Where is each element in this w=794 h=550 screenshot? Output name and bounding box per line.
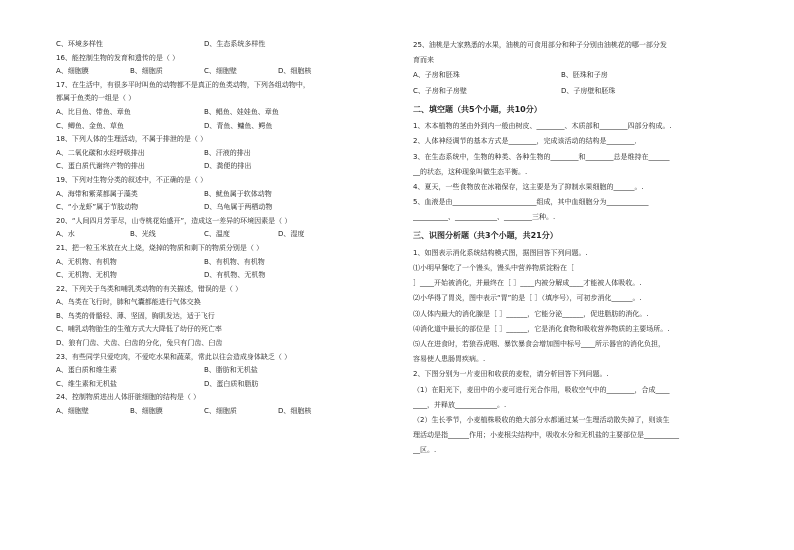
option-b: B、汗液的排出 <box>204 148 251 157</box>
analysis-1-part-1-line2: ］____开始被消化，并最终在［ ］____内被分解成____才能被人体吸收。. <box>413 279 642 288</box>
option-d: D、生态系统多样性 <box>204 40 266 48</box>
q17-stem-line1: 17、在生活中，有很多平时叫鱼的动物都不是真正的鱼类动物，下列各组动物中， <box>56 80 310 89</box>
option-d: D、有机物、无机物 <box>204 271 266 280</box>
option-b: B、有机物、有机物 <box>204 257 265 266</box>
option-a: A、子房和胚珠 <box>413 71 460 80</box>
section-figure-analysis-title: 三、识图分析题（共3个小题，共21分） <box>413 231 558 241</box>
option-b: B、胚珠和子房 <box>561 71 608 80</box>
option-a: A、细胞壁 <box>56 407 89 416</box>
option-c: C、细胞壁 <box>204 67 237 76</box>
q23-options-row1 <box>56 364 386 378</box>
option-a: A、细胞膜 <box>56 67 89 76</box>
analysis-1-part-3: ⑶人体内最大的消化腺是［ ］______，它能分泌______，促进脂肪的消化。. <box>413 309 649 318</box>
fill-question-1: 1、木本植物的茎由外到内一般由树皮、________、木质部和________四部分构成。. <box>413 122 672 131</box>
option-d: D、乌龟属于两栖动物 <box>204 203 273 212</box>
fill-question-4: 4、夏天，一些食物放在冰箱保存，这主要是为了抑制水果细胞的______。. <box>413 182 644 191</box>
analysis-1-part-4: ⑷消化道中最长的部位是［ ］______，它是消化食物和吸收营养物质的主要场所。. <box>413 324 670 333</box>
q25-options-row2 <box>413 84 753 99</box>
option-d: D、粪便的排出 <box>204 162 252 171</box>
section-fill-in-title: 二、填空题（共5个小题，共10分） <box>413 104 542 114</box>
q23-options-row2 <box>56 378 386 392</box>
q19-options-row1 <box>56 188 386 202</box>
analysis-2-part-2-line2: 理活动是指______作用；小麦根尖结构中，吸收水分和无机盐的主要部位是__________ <box>413 431 679 440</box>
q19-options-row2 <box>56 201 386 215</box>
option-b: B、细胞质 <box>130 67 163 76</box>
q25-stem-line1: 25、油桃是大家熟悉的水果，油桃的可食用部分和种子分别由油桃花的哪一部分发 <box>413 41 667 49</box>
q17-stem-line2: 都属于鱼类的一组是（ ） <box>56 94 136 103</box>
option-c: C、子房和子房壁 <box>413 86 467 95</box>
option-d: D、细胞核 <box>278 67 312 76</box>
fill-question-3-line2: __的状态，这种现象叫做生态平衡。. <box>413 167 528 176</box>
option-b: B、鱿鱼属于软体动物 <box>204 189 272 198</box>
q15-options <box>56 38 386 52</box>
q16-stem: 16、能控制生物的发育和遗传的是（ ） <box>56 53 180 62</box>
q22-option-b: B、鸟类的骨骼轻、薄、坚固，胸肌发达，适于飞行 <box>56 311 215 320</box>
option-a: A、二氧化碳和水经呼吸排出 <box>56 148 145 157</box>
option-d: D、青鱼、鳙鱼、鳄鱼 <box>204 121 273 130</box>
q22-stem: 22、下列关于鸟类和哺乳类动物的有关描述，错误的是（ ） <box>56 284 243 293</box>
option-c: C、细胞质 <box>204 407 237 416</box>
option-a: A、水 <box>56 230 75 239</box>
fill-question-2: 2、人体神经调节的基本方式是________，完成该活动的结构是________． <box>413 137 642 146</box>
option-a: A、蛋白质和维生素 <box>56 366 117 375</box>
q20-stem: 20、“人间四月芳菲尽，山寺桃花始盛开”，造成这一差异的环境因素是（ ） <box>56 216 292 225</box>
q20-options <box>56 228 386 242</box>
option-d: D、湿度 <box>278 230 305 239</box>
q22-option-d: D、狼有门齿、犬齿、臼齿的分化，兔只有门齿、臼齿 <box>56 339 223 348</box>
q21-options-row1 <box>56 256 386 270</box>
right-column <box>413 38 753 458</box>
q22-option-a: A、鸟类在飞行时，肺和气囊都能进行气体交换 <box>56 298 201 307</box>
analysis-2-part-2-line1: （2）生长季节，小麦植株吸收的绝大部分水都通过某一生理活动散失掉了，则该生 <box>413 415 670 424</box>
fill-question-5-line1: 5、血液是由________________________组成，其中血细胞分为____________ <box>413 198 649 207</box>
analysis-question-1: 1、如图表示消化系统结构模式图，据图回答下列问题。. <box>413 248 588 257</box>
q19-stem: 19、下列对生物分类的叙述中，不正确的是（ ） <box>56 175 208 184</box>
option-a: A、海带和紫菜都属于藻类 <box>56 189 138 198</box>
option-c: C、“小龙虾”属于节肢动物 <box>56 203 139 212</box>
option-b: B、细胞膜 <box>130 407 163 416</box>
q16-options <box>56 65 386 79</box>
fill-question-5-line2: __________、____________、________三种。. <box>413 213 556 222</box>
option-a: A、比目鱼、带鱼、章鱼 <box>56 107 131 116</box>
option-a: A、无机物、有机物 <box>56 257 117 266</box>
q17-options-row1 <box>56 106 386 120</box>
q22-option-c: C、哺乳动物胎生的生殖方式大大降低了幼仔的死亡率 <box>56 325 222 334</box>
analysis-1-part-1-line1: ⑴小明早餐吃了一个馒头，馒头中营养物质淀粉在［ <box>413 264 574 273</box>
option-d: D、子房壁和胚珠 <box>561 86 616 95</box>
option-d: D、细胞核 <box>278 407 312 416</box>
left-column <box>56 38 386 419</box>
q25-stem-line2: 育而来 <box>413 56 434 65</box>
analysis-1-part-5-line1: ⑸人在进食时，若狼吞虎咽、暴饮暴食会增加图中标号____所示器官的消化负担， <box>413 339 665 348</box>
analysis-question-2: 2、下图分别为一片麦田和收获的麦粒，请分析回答下列问题。. <box>413 370 609 379</box>
analysis-1-part-2: ⑵小华得了胃炎，图中表示“胃”的是［ ］（填序号），可初步消化______。. <box>413 294 642 303</box>
option-c: C、环境多样性 <box>56 40 103 48</box>
q18-options-row1 <box>56 147 386 161</box>
analysis-2-part-1-line1: （1）在阳光下，麦田中的小麦可进行光合作用，吸收空气中的________，合成____ <box>413 385 670 394</box>
option-c: C、维生素和无机盐 <box>56 379 117 388</box>
analysis-2-part-2-line3: __区。. <box>413 446 437 455</box>
q25-options-row1 <box>413 68 753 83</box>
option-b: B、脂肪和无机盐 <box>204 366 258 375</box>
q18-options-row2 <box>56 160 386 174</box>
option-c: C、蛋白质代谢终产物的排出 <box>56 162 145 171</box>
q18-stem: 18、下列人体的生理活动，不属于排泄的是（ ） <box>56 135 208 144</box>
q24-stem: 24、控制物质进出人体肝脏细胞的结构是（ ） <box>56 393 201 402</box>
option-c: C、鲫鱼、金鱼、草鱼 <box>56 121 124 130</box>
q23-stem: 23、有些同学只爱吃肉，不爱吃水果和蔬菜，常此以往会造成身体缺乏（ ） <box>56 352 292 361</box>
option-b: B、鲳鱼、娃娃鱼、章鱼 <box>204 107 279 116</box>
analysis-2-part-1-line2: ____，并释放____________。. <box>413 400 507 409</box>
q21-stem: 21、把一粒玉米放在火上烧，烧掉的物质和剩下的物质分别是（ ） <box>56 243 264 252</box>
fill-question-3-line1: 3、在生态系统中，生物的种类、各种生物的________和________总是维持在______ <box>413 152 670 161</box>
option-b: B、光线 <box>130 230 156 239</box>
q17-options-row2 <box>56 120 386 134</box>
q24-options <box>56 405 386 419</box>
option-d: D、蛋白质和脂肪 <box>204 379 259 388</box>
analysis-1-part-5-line2: 容易使人患肠胃疾病。. <box>413 355 486 364</box>
q21-options-row2 <box>56 269 386 283</box>
option-c: C、温度 <box>204 230 230 239</box>
option-c: C、无机物、无机物 <box>56 271 117 280</box>
